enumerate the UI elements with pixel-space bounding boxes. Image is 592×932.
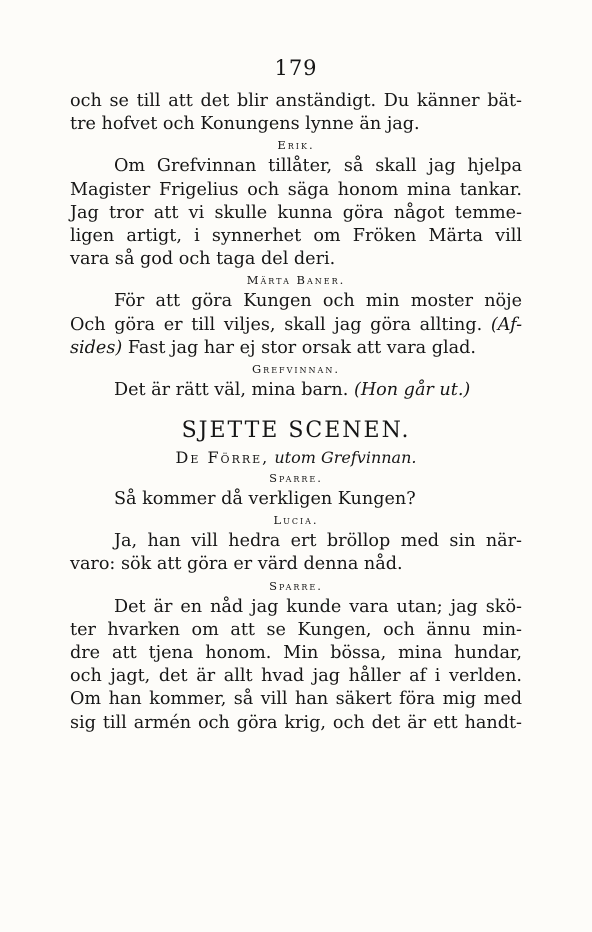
text-line: och jagt, det är allt hvad jag håller af i verlden. — [70, 666, 522, 687]
play-text — [70, 90, 522, 735]
text-line: Ja, han vill hedra ert bröllop med sin när- — [114, 531, 522, 552]
text-segment: Och göra er till viljes, skall jag göra allting. — [70, 314, 483, 335]
page-number: 179 — [274, 56, 318, 80]
cast-names: De Förre, — [175, 448, 270, 468]
text-line: Jag tror att vi skulle kunna göra något temme- — [70, 202, 522, 223]
text-line: Om Grefvinnan tillåter, så skall jag hjelpa — [114, 156, 522, 177]
text-line: För att göra Kungen och min moster nöje — [114, 291, 522, 312]
text-line: ligen artigt, i synnerhet om Fröken Märta vill — [70, 225, 522, 246]
text-line — [70, 379, 522, 402]
speaker-name: Sparre. — [269, 471, 323, 486]
text-segment: Fast jag har ej stor orsak att vara glad. — [127, 337, 476, 358]
text-line: Magister Frigelius och säga honom mina tankar. — [70, 179, 522, 200]
cast-note: utom Grefvinnan. — [274, 448, 417, 468]
text-line: vara så god och taga del deri. — [70, 249, 336, 270]
text-line: Det är en nåd jag kunde vara utan; jag skö- — [114, 596, 522, 617]
speaker-name: Erik. — [277, 138, 315, 153]
text-line — [70, 314, 522, 337]
speaker-name: Sparre. — [269, 578, 323, 593]
text-line: Om han kommer, så vill han säkert föra mig med — [70, 689, 522, 710]
text-line: Så kommer då verkligen Kungen? — [114, 489, 416, 510]
stage-direction: (Hon går ut.) — [353, 379, 471, 400]
text-line: ter hvarken om att se Kungen, och ännu min- — [70, 619, 522, 640]
text-segment: Det är rätt väl, mina barn. — [114, 379, 349, 400]
scene-title: SJETTE SCENEN. — [181, 418, 411, 444]
stage-direction: sides) — [70, 337, 123, 358]
speaker-name: Lucia. — [273, 513, 319, 528]
text-line — [70, 337, 522, 360]
text-line: sig till armén och göra krig, och det är ett handt- — [70, 712, 522, 733]
speaker-name: Märta Baner. — [246, 273, 346, 288]
text-line: dre att tjena honom. Min bössa, mina hundar, — [70, 643, 522, 663]
text-line: tre hofvet och Konungens lynne än jag. — [70, 114, 420, 135]
scene-cast — [70, 446, 522, 469]
text-line: och se till att det blir anständigt. Du känner bät- — [70, 91, 522, 111]
stage-direction: (Af- — [490, 314, 523, 335]
speaker-name: Grefvinnan. — [252, 361, 340, 376]
text-line: varo: sök att göra er värd denna nåd. — [70, 554, 403, 575]
